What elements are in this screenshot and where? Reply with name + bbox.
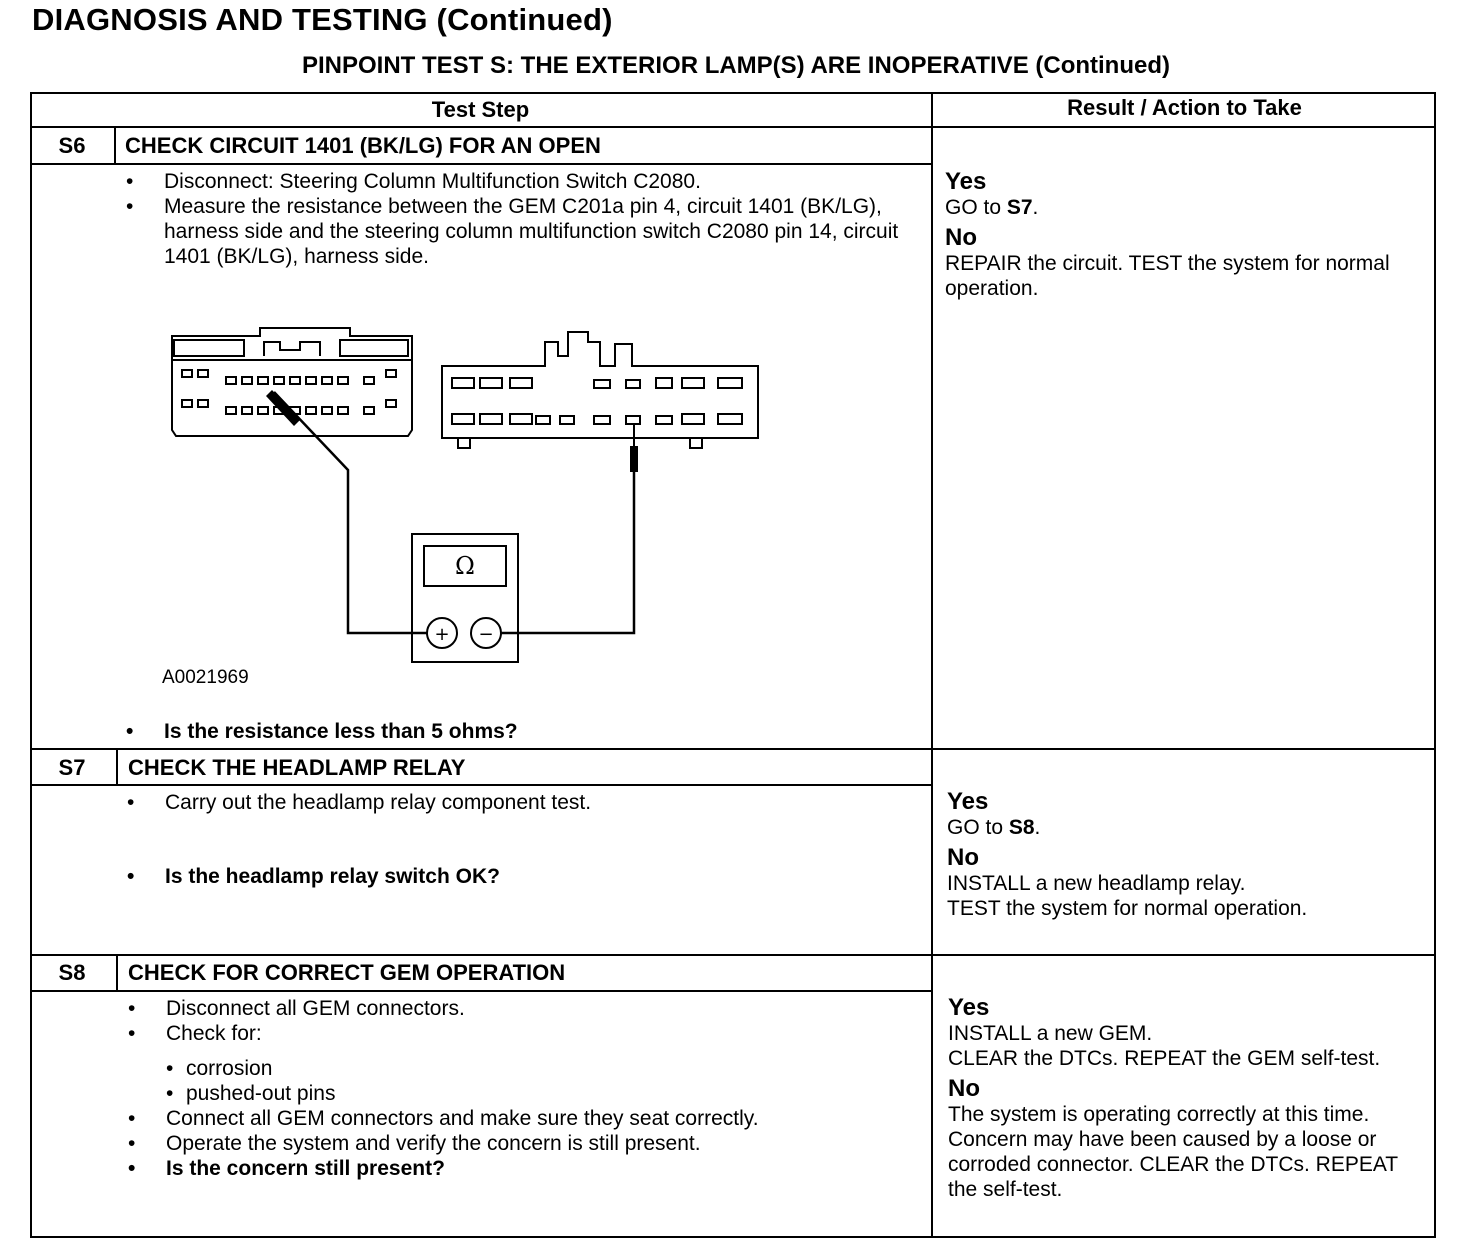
yes-label: Yes	[948, 994, 990, 1021]
s7-question	[127, 864, 917, 889]
step-id-s7: S7	[58, 755, 86, 780]
header-divider	[30, 126, 1436, 128]
list-item: • Is the concern still present?	[128, 1156, 918, 1181]
yes-action-2: CLEAR the DTCs. REPEAT the GEM self-test.	[948, 1047, 1381, 1070]
no-label: No	[948, 1075, 980, 1102]
s6-result	[945, 168, 1435, 305]
no-action: REPAIR the circuit. TEST the system for normal operation.	[945, 252, 1390, 300]
s7-title-divider	[30, 784, 933, 786]
list-item: • Carry out the headlamp relay component test.	[127, 790, 917, 815]
s7-id-divider	[116, 748, 118, 785]
pinpoint-test-title: PINPOINT TEST S: THE EXTERIOR LAMP(S) ARE INOPERATIVE (Continued)	[301, 52, 1170, 79]
s8-id-divider	[116, 954, 118, 991]
no-label: No	[947, 844, 979, 871]
s6-id-divider	[114, 126, 116, 164]
header-result-action: Result / Action to Take	[1067, 95, 1302, 120]
list-item: • Disconnect all GEM connectors.	[128, 996, 918, 1021]
list-item: • Connect all GEM connectors and make sure they seat correctly.	[128, 1106, 918, 1131]
s7-top-divider	[30, 748, 1436, 750]
s8-instructions	[128, 996, 918, 1046]
figure-id: A0021969	[162, 667, 249, 688]
list-item: • Operate the system and verify the concern is still present.	[128, 1131, 918, 1156]
list-item: • pushed-out pins	[162, 1081, 922, 1106]
s6-title-divider	[30, 163, 933, 165]
s6-instructions	[126, 169, 916, 269]
step-id-s8: S8	[58, 960, 86, 985]
step-title-s8: CHECK FOR CORRECT GEM OPERATION	[128, 960, 566, 985]
no-action-2: TEST the system for normal operation.	[947, 897, 1308, 920]
minus-terminal: −	[478, 624, 494, 645]
yes-action: GO to S8.	[947, 816, 1041, 839]
yes-label: Yes	[947, 788, 989, 815]
no-label: No	[945, 224, 977, 251]
step-title-s7: CHECK THE HEADLAMP RELAY	[128, 755, 466, 780]
yes-action: GO to S7.	[945, 196, 1039, 219]
s6-question	[126, 719, 916, 744]
s8-check-list	[142, 1056, 922, 1106]
s7-instructions	[127, 790, 917, 815]
step-id-s6: S6	[58, 133, 86, 158]
page-title: DIAGNOSIS AND TESTING (Continued)	[32, 2, 613, 37]
list-item: • Measure the resistance between the GEM C201a pin 4, circuit 1401 (BK/LG), harness side and the steering column multifunction switch C2080 pin 14, circuit 1401 (BK/LG), harness side.	[126, 194, 916, 269]
test-leads	[274, 392, 634, 633]
probe-right	[630, 446, 638, 472]
list-item: • Check for:	[128, 1021, 918, 1046]
no-action-1: INSTALL a new headlamp relay.	[947, 872, 1246, 895]
no-action: The system is operating correctly at this time. Concern may have been caused by a loose or corroded connector. CLEAR the DTCs. REPEAT the self-test.	[948, 1103, 1398, 1201]
c2080-connector	[442, 332, 758, 448]
list-item: • Is the headlamp relay switch OK?	[127, 864, 917, 889]
yes-action-1: INSTALL a new GEM.	[948, 1022, 1153, 1045]
list-item: • Disconnect: Steering Column Multifunction Switch C2080.	[126, 169, 916, 194]
column-divider	[931, 92, 933, 1238]
step-title-s6: CHECK CIRCUIT 1401 (BK/LG) FOR AN OPEN	[125, 133, 601, 158]
list-item: • Is the resistance less than 5 ohms?	[126, 719, 916, 744]
ohm-symbol: Ω	[455, 552, 475, 580]
s8-more-instructions	[128, 1106, 918, 1181]
connector-resistance-diagram	[160, 320, 780, 720]
plus-terminal: +	[434, 624, 450, 645]
yes-label: Yes	[945, 168, 987, 195]
s8-title-divider	[30, 990, 933, 992]
s8-top-divider	[30, 954, 1436, 956]
s8-result	[948, 994, 1432, 1206]
header-test-step: Test Step	[431, 97, 530, 122]
s7-result	[947, 788, 1437, 925]
list-item: • corrosion	[162, 1056, 922, 1081]
